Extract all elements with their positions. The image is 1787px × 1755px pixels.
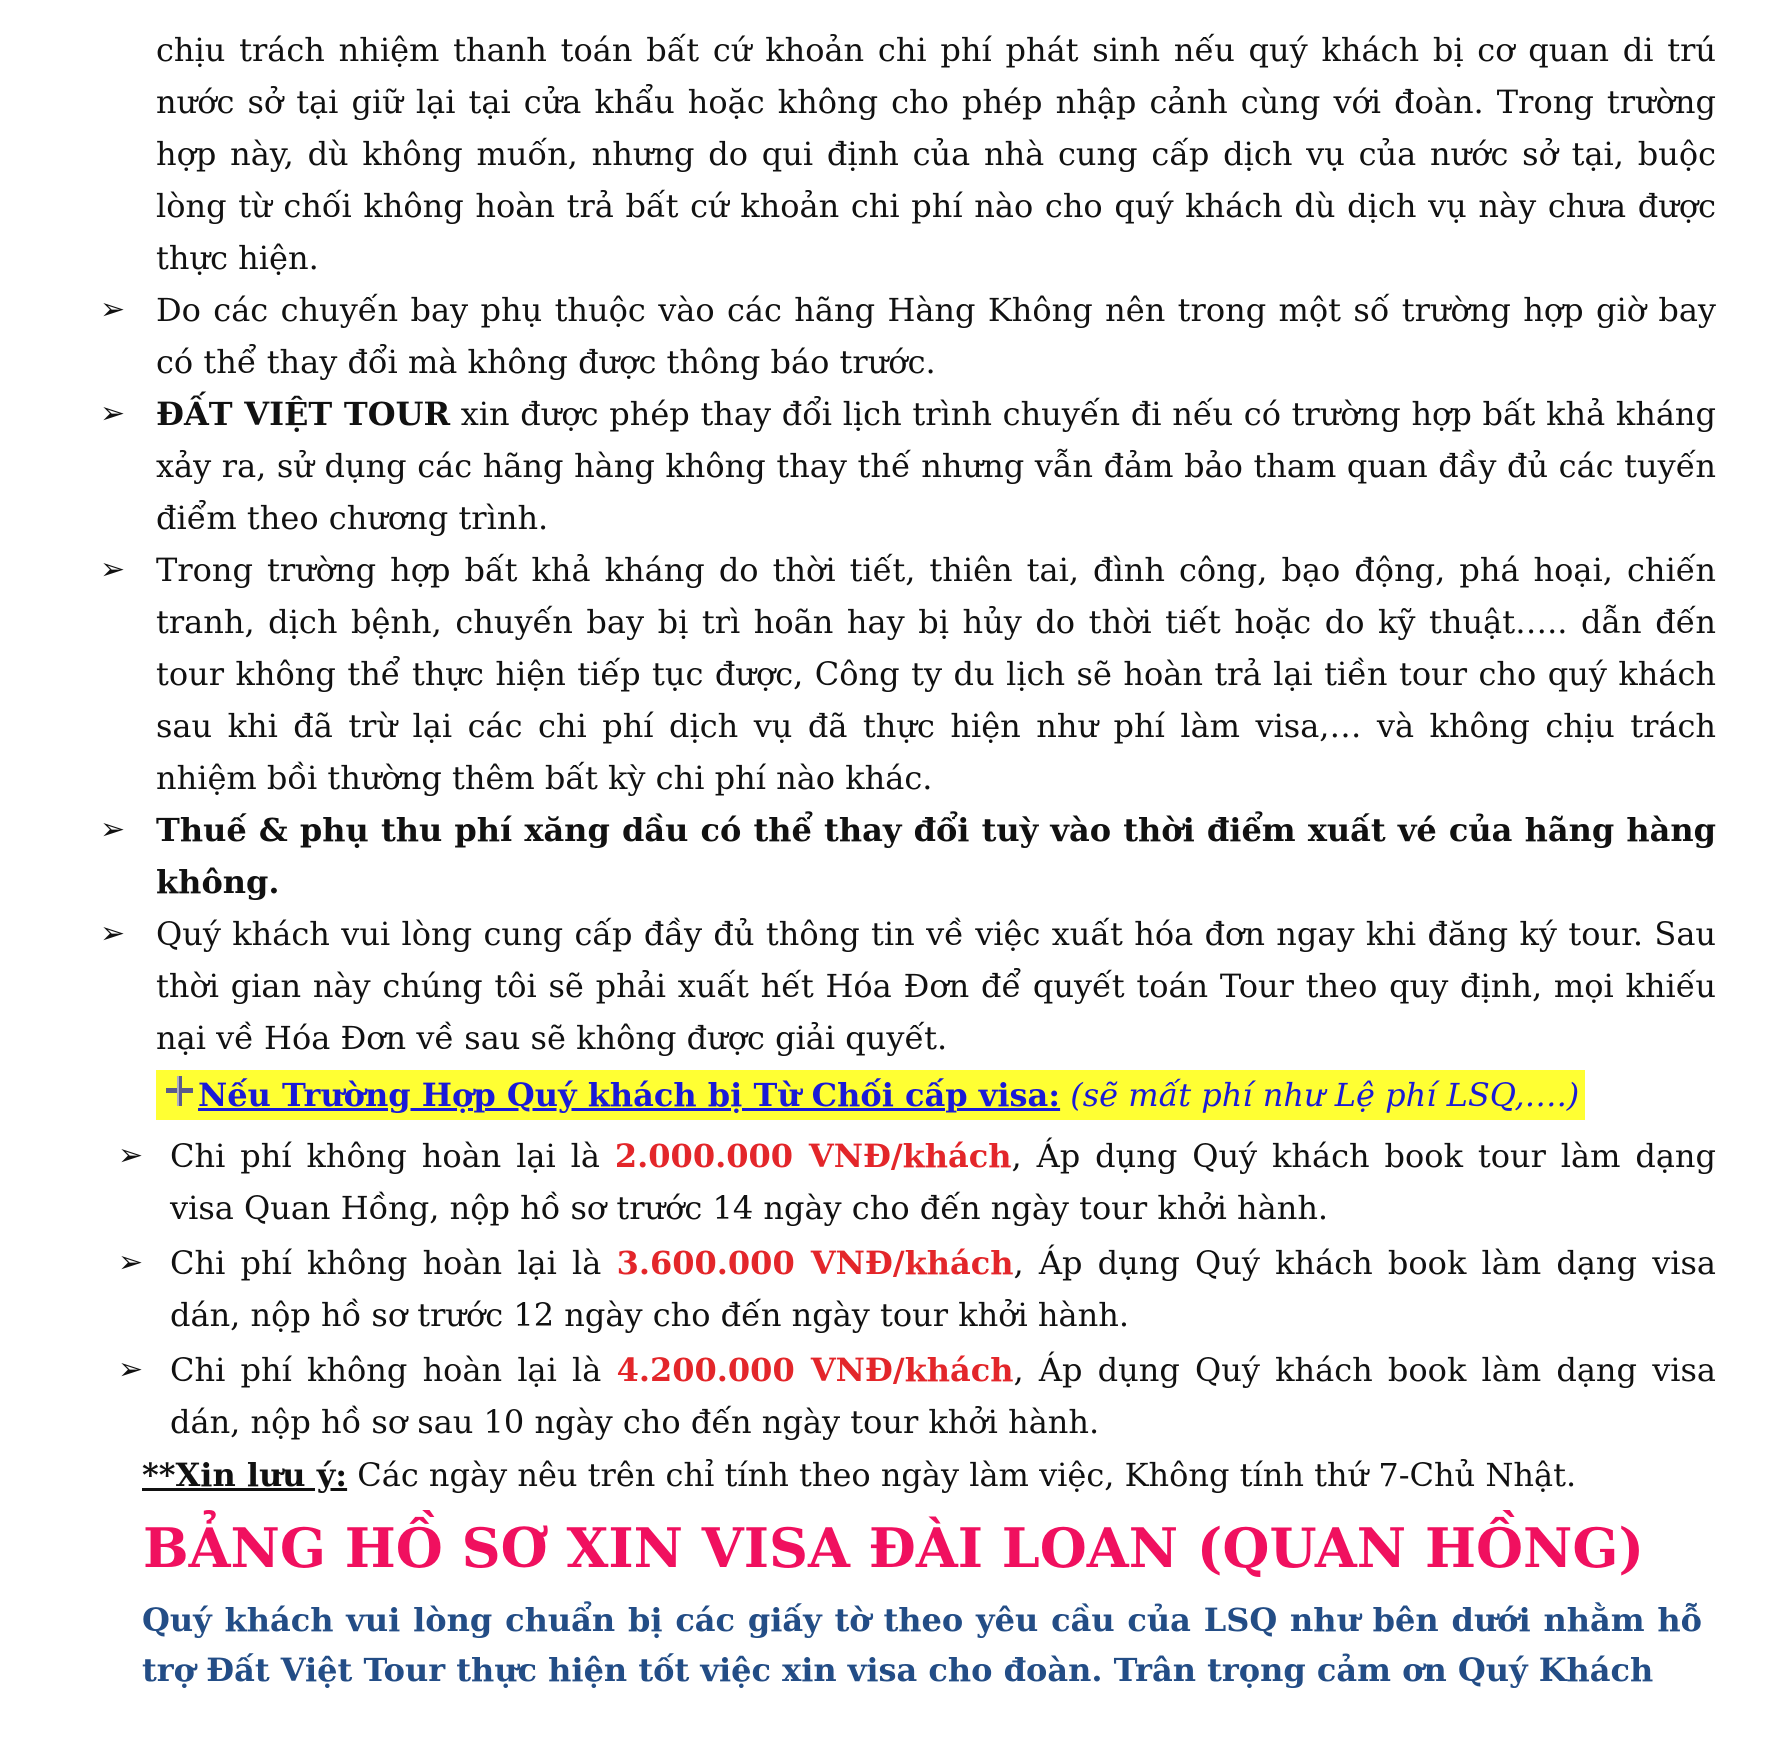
arrow-right-icon: ➢ (100, 552, 126, 587)
visa-fee-text (170, 1344, 1716, 1448)
visa-refusal-note: (sẽ mất phí như Lệ phí LSQ,….) (1060, 1076, 1580, 1114)
visa-refusal-heading-line (156, 1070, 1585, 1120)
visa-fee-suffix: , Áp dụng Quý khách book làm dạng visa dán, nộp hồ sơ sau 10 ngày cho đến ngày tour khởi hành. (170, 1351, 1717, 1441)
visa-fee-prefix: Chi phí không hoàn lại là (170, 1244, 617, 1282)
visa-fee-suffix: , Áp dụng Quý khách book tour làm dạng visa Quan Hồng, nộp hồ sơ trước 14 ngày cho đến ngày tour khởi hành. (170, 1137, 1717, 1227)
arrow-right-icon: ➢ (118, 1245, 144, 1280)
visa-fee-prefix: Chi phí không hoàn lại là (170, 1351, 617, 1389)
note-label: **Xin lưu ý: (142, 1456, 348, 1494)
arrow-right-icon: ➢ (100, 396, 126, 431)
arrow-right-icon: ➢ (118, 1138, 144, 1173)
note-line (142, 1449, 1576, 1501)
page-subtitle: Quý khách vui lòng chuẩn bị các giấy tờ theo yêu cầu của LSQ như bên dưới nhằm hỗ trợ Đất Việt Tour thực hiện tốt việc xin visa cho đoàn. Trân trọng cảm ơn Quý Khách (142, 1601, 1702, 1689)
visa-fee-text (170, 1237, 1716, 1341)
arrow-right-icon: ➢ (100, 812, 126, 847)
term-text-rest: xin được phép thay đổi lịch trình chuyến đi nếu có trường hợp bất khả kháng xảy ra, sử dụng các hãng hàng không thay thế nhưng vẫn đảm bảo tham quan đầy đủ các tuyến điểm theo chương trình. (156, 395, 1717, 537)
visa-fee-amount: 3.600.000 VNĐ/khách (616, 1244, 1014, 1282)
intro-paragraph: chịu trách nhiệm thanh toán bất cứ khoản chi phí phát sinh nếu quý khách bị cơ quan di trú nước sở tại giữ lại tại cửa khẩu hoặc không cho phép nhập cảnh cùng với đoàn. Trong trường hợp này, dù không muốn, nhưng do qui định của nhà cung cấp dịch vụ của nước sở tại, buộc lòng từ chối không hoàn trả bất cứ khoản chi phí nào cho quý khách dù dịch vụ này chưa được thực hiện. (156, 31, 1716, 277)
visa-fee-suffix: , Áp dụng Quý khách book làm dạng visa dán, nộp hồ sơ trước 12 ngày cho đến ngày tour khởi hành. (170, 1244, 1717, 1334)
term-text: Quý khách vui lòng cung cấp đầy đủ thông tin về việc xuất hóa đơn ngay khi đăng ký tour. Sau thời gian này chúng tôi sẽ phải xuất hết Hóa Đơn để quyết toán Tour theo quy định, mọi khiếu nại về Hóa Đơn về sau sẽ không được giải quyết. (156, 915, 1716, 1057)
term-text (156, 388, 1716, 544)
visa-refusal-heading: Nếu Trường Hợp Quý khách bị Từ Chối cấp visa: (198, 1076, 1061, 1114)
arrow-right-icon: ➢ (118, 1352, 144, 1387)
visa-fee-text (170, 1130, 1716, 1234)
company-name: ĐẤT VIỆT TOUR (156, 395, 451, 433)
arrow-right-icon: ➢ (100, 916, 126, 951)
term-text: Thuế & phụ thu phí xăng dầu có thể thay đổi tuỳ vào thời điểm xuất vé của hãng hàng không. (156, 811, 1716, 901)
term-text: Do các chuyến bay phụ thuộc vào các hãng Hàng Không nên trong một số trường hợp giờ bay có thể thay đổi mà không được thông báo trước. (156, 291, 1716, 381)
plus-bullet-icon (164, 1072, 196, 1112)
page-title: BẢNG HỒ SƠ XIN VISA ĐÀI LOAN (QUAN HỒNG) (142, 1516, 1645, 1580)
term-text: Trong trường hợp bất khả kháng do thời tiết, thiên tai, đình công, bạo động, phá hoại, chiến tranh, dịch bệnh, chuyến bay bị trì hoãn hay bị hủy do thời tiết hoặc do kỹ thuật….. dẫn đến tour không thể thực hiện tiếp tục được, Công ty du lịch sẽ hoàn trả lại tiền tour cho quý khách sau khi đã trừ lại các chi phí dịch vụ đã thực hiện như phí làm visa,… và không chịu trách nhiệm bồi thường thêm bất kỳ chi phí nào khác. (156, 551, 1716, 797)
visa-fee-amount: 4.200.000 VNĐ/khách (616, 1351, 1014, 1389)
visa-fee-prefix: Chi phí không hoàn lại là (170, 1137, 615, 1175)
note-text: Các ngày nêu trên chỉ tính theo ngày làm việc, Không tính thứ 7-Chủ Nhật. (347, 1456, 1577, 1494)
arrow-right-icon: ➢ (100, 292, 126, 327)
visa-fee-amount: 2.000.000 VNĐ/khách (614, 1137, 1012, 1175)
